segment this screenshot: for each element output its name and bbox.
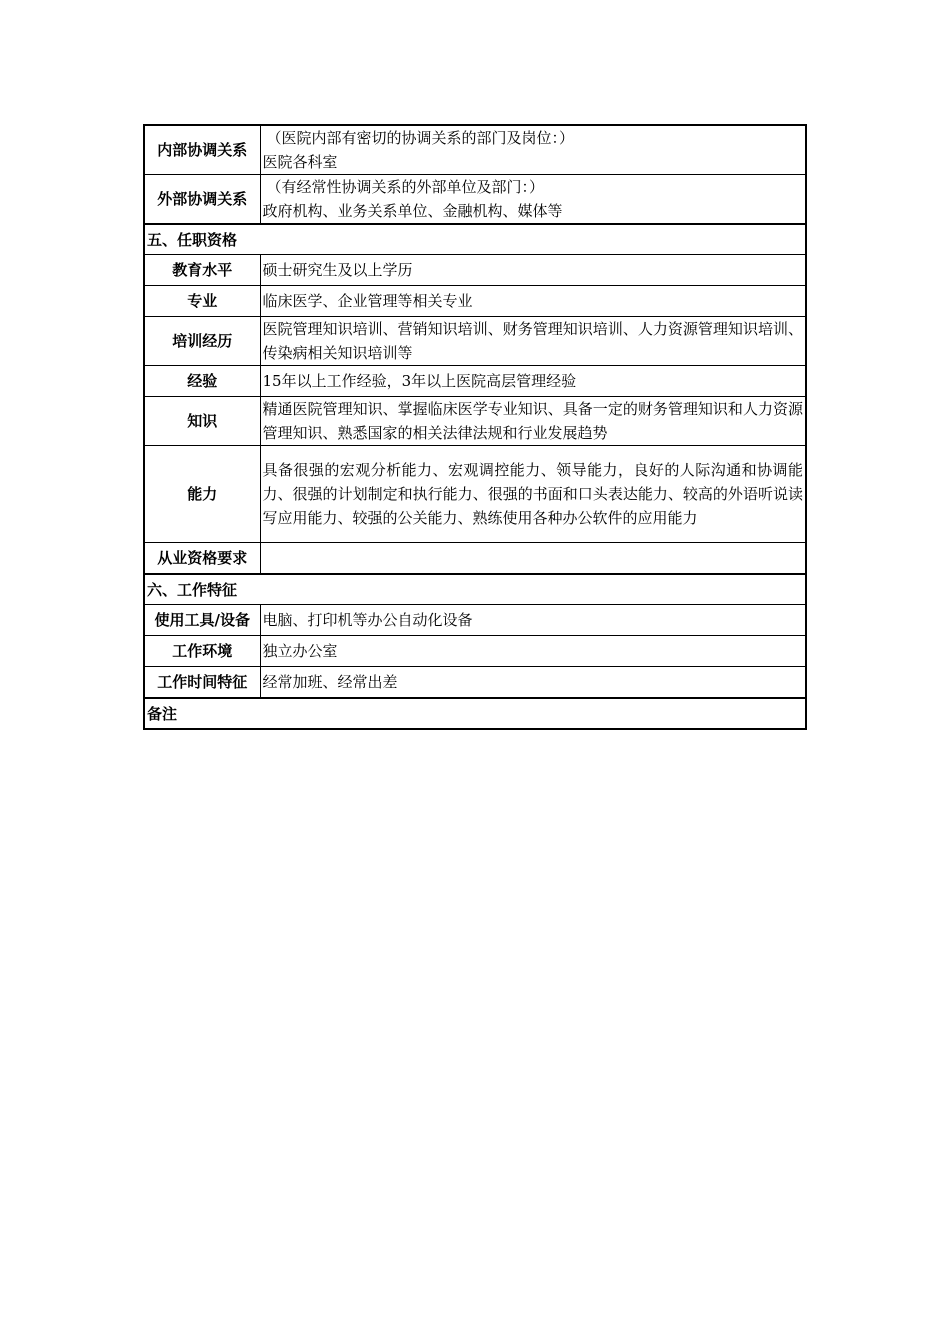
row-internal-coordination bbox=[144, 125, 806, 175]
education-value: 硕士研究生及以上学历 bbox=[260, 255, 806, 286]
ability-label: 能力 bbox=[144, 446, 260, 543]
training-value: 医院管理知识培训、营销知识培训、财务管理知识培训、人力资源管理知识培训、传染病相关知识培训等 bbox=[260, 317, 806, 366]
row-major bbox=[144, 286, 806, 317]
external-coordination-label: 外部协调关系 bbox=[144, 175, 260, 225]
external-coordination-cell bbox=[260, 175, 806, 225]
worktime-value: 经常加班、经常出差 bbox=[260, 667, 806, 699]
ability-value: 具备很强的宏观分析能力、宏观调控能力、领导能力，良好的人际沟通和协调能力、很强的计划制定和执行能力、很强的书面和口头表达能力、较高的外语听说读写应用能力、较强的公关能力、熟练使用各种办公软件的应用能力 bbox=[260, 446, 806, 543]
worktime-label: 工作时间特征 bbox=[144, 667, 260, 699]
external-coordination-value: 政府机构、业务关系单位、金融机构、媒体等 bbox=[262, 202, 563, 220]
tools-label: 使用工具/设备 bbox=[144, 605, 260, 636]
internal-coordination-value: 医院各科室 bbox=[262, 153, 338, 171]
environment-value: 独立办公室 bbox=[260, 636, 806, 667]
section-work-characteristics-title: 六、工作特征 bbox=[144, 574, 806, 605]
internal-coordination-label: 内部协调关系 bbox=[144, 125, 260, 175]
row-education bbox=[144, 255, 806, 286]
row-external-coordination bbox=[144, 175, 806, 225]
major-value: 临床医学、企业管理等相关专业 bbox=[260, 286, 806, 317]
row-remarks bbox=[144, 698, 806, 729]
row-experience bbox=[144, 366, 806, 397]
internal-coordination-hint: （医院内部有密切的协调关系的部门及岗位：） bbox=[266, 129, 575, 147]
row-ability bbox=[144, 446, 806, 543]
remarks-label: 备注 bbox=[144, 698, 806, 729]
row-knowledge bbox=[144, 397, 806, 446]
row-tools bbox=[144, 605, 806, 636]
job-description-table bbox=[143, 124, 807, 730]
row-worktime bbox=[144, 667, 806, 699]
experience-label: 经验 bbox=[144, 366, 260, 397]
section-work-characteristics bbox=[144, 574, 806, 605]
qualification-label: 从业资格要求 bbox=[144, 543, 260, 575]
experience-value: 15年以上工作经验，3年以上医院高层管理经验 bbox=[260, 366, 806, 397]
qualification-value bbox=[260, 543, 806, 575]
knowledge-value: 精通医院管理知识、掌握临床医学专业知识、具备一定的财务管理知识和人力资源管理知识、熟悉国家的相关法律法规和行业发展趋势 bbox=[260, 397, 806, 446]
tools-value: 电脑、打印机等办公自动化设备 bbox=[260, 605, 806, 636]
knowledge-label: 知识 bbox=[144, 397, 260, 446]
row-environment bbox=[144, 636, 806, 667]
section-qualifications bbox=[144, 224, 806, 255]
internal-coordination-cell bbox=[260, 125, 806, 175]
row-qualification bbox=[144, 543, 806, 575]
education-label: 教育水平 bbox=[144, 255, 260, 286]
major-label: 专业 bbox=[144, 286, 260, 317]
row-training bbox=[144, 317, 806, 366]
external-coordination-hint: （有经常性协调关系的外部单位及部门：） bbox=[266, 178, 545, 196]
section-qualifications-title: 五、任职资格 bbox=[144, 224, 806, 255]
training-label: 培训经历 bbox=[144, 317, 260, 366]
environment-label: 工作环境 bbox=[144, 636, 260, 667]
